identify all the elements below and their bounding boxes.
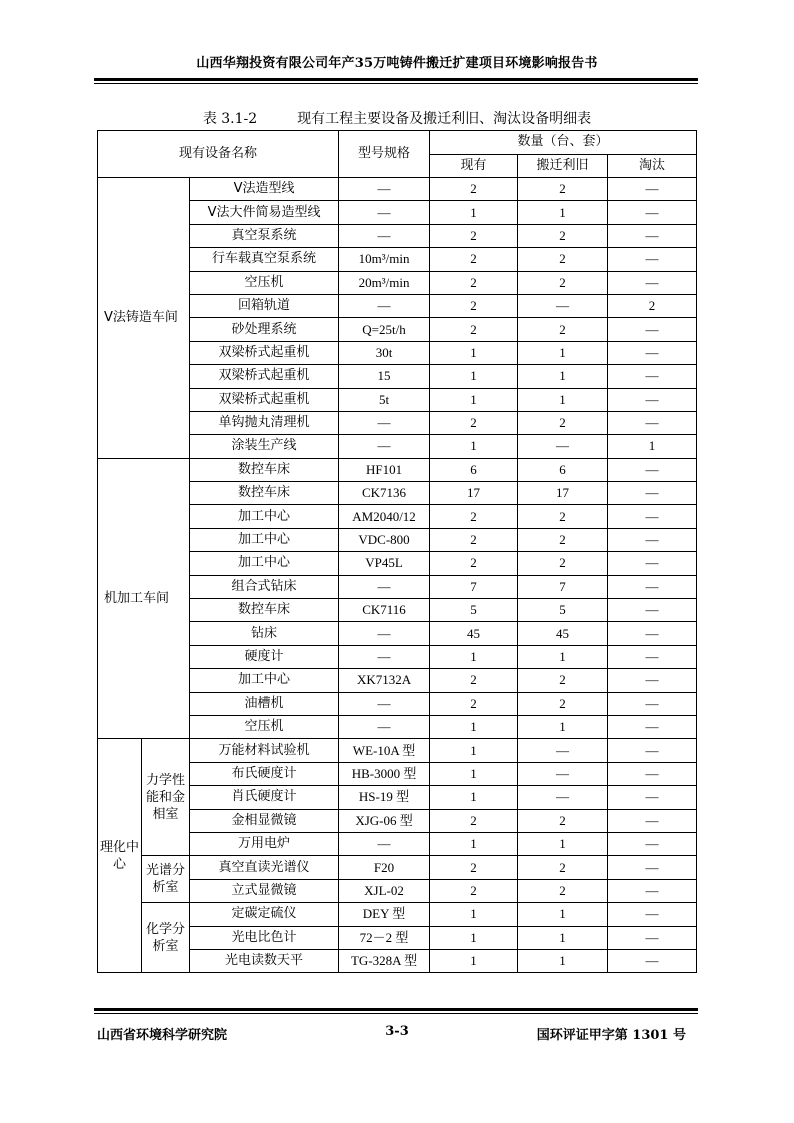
model-cell: HS-19 型 xyxy=(339,786,430,809)
equipment-name-cell: 加工中心 xyxy=(190,528,339,551)
existing-count-cell: 1 xyxy=(430,388,518,411)
equipment-name-cell: 加工中心 xyxy=(190,669,339,692)
existing-count-cell: 1 xyxy=(430,341,518,364)
equipment-name-cell: 金相显微镜 xyxy=(190,809,339,832)
footer-rule-thin xyxy=(94,1013,698,1014)
group-label: 机加工车间 xyxy=(98,458,190,739)
equipment-name-cell: 光电比色计 xyxy=(190,926,339,949)
equipment-name-cell: 万用电炉 xyxy=(190,832,339,855)
relocate-count-cell: 7 xyxy=(518,575,608,598)
model-cell: 5t xyxy=(339,388,430,411)
header-model: 型号规格 xyxy=(339,131,430,178)
eliminate-count-cell: — xyxy=(608,458,697,481)
existing-count-cell: 2 xyxy=(430,248,518,271)
header-relocate: 搬迁利旧 xyxy=(518,154,608,178)
equipment-name-cell: 空压机 xyxy=(190,715,339,738)
eliminate-count-cell: — xyxy=(608,365,697,388)
relocate-count-cell: 1 xyxy=(518,201,608,224)
equipment-name-cell: 回箱轨道 xyxy=(190,294,339,317)
subgroup-label: 力学性能和金相室 xyxy=(142,739,190,856)
existing-count-cell: 2 xyxy=(430,318,518,341)
equipment-name-cell: 涂装生产线 xyxy=(190,435,339,458)
header-row-1 xyxy=(98,131,697,155)
table-row xyxy=(98,458,697,481)
existing-count-cell: 1 xyxy=(430,739,518,762)
relocate-count-cell: 2 xyxy=(518,809,608,832)
relocate-count-cell: — xyxy=(518,739,608,762)
relocate-count-cell: 2 xyxy=(518,879,608,902)
relocate-count-cell: 2 xyxy=(518,505,608,528)
relocate-count-cell: 2 xyxy=(518,552,608,575)
footer-rule-thick xyxy=(94,1008,698,1011)
eliminate-count-cell: — xyxy=(608,178,697,201)
existing-count-cell: 2 xyxy=(430,411,518,434)
existing-count-cell: 1 xyxy=(430,201,518,224)
model-cell: — xyxy=(339,294,430,317)
model-cell: AM2040/12 xyxy=(339,505,430,528)
relocate-count-cell: 1 xyxy=(518,715,608,738)
existing-count-cell: 2 xyxy=(430,528,518,551)
eliminate-count-cell: — xyxy=(608,856,697,879)
model-cell: — xyxy=(339,201,430,224)
existing-count-cell: 2 xyxy=(430,178,518,201)
equipment-name-cell: 空压机 xyxy=(190,271,339,294)
eliminate-count-cell: — xyxy=(608,599,697,622)
existing-count-cell: 2 xyxy=(430,271,518,294)
relocate-count-cell: 1 xyxy=(518,645,608,668)
model-cell: CK7136 xyxy=(339,482,430,505)
existing-count-cell: 2 xyxy=(430,294,518,317)
equipment-name-cell: 数控车床 xyxy=(190,482,339,505)
existing-count-cell: 1 xyxy=(430,715,518,738)
eliminate-count-cell: — xyxy=(608,645,697,668)
eliminate-count-cell: — xyxy=(608,411,697,434)
relocate-count-cell: 2 xyxy=(518,271,608,294)
existing-count-cell: 2 xyxy=(430,856,518,879)
model-cell: HB-3000 型 xyxy=(339,762,430,785)
equipment-name-cell: 双梁桥式起重机 xyxy=(190,365,339,388)
eliminate-count-cell: — xyxy=(608,271,697,294)
model-cell: F20 xyxy=(339,856,430,879)
equipment-name-cell: 肖氏硬度计 xyxy=(190,786,339,809)
relocate-count-cell: 1 xyxy=(518,903,608,926)
model-cell: 30t xyxy=(339,341,430,364)
eliminate-count-cell: — xyxy=(608,575,697,598)
existing-count-cell: 1 xyxy=(430,832,518,855)
eliminate-count-cell: 2 xyxy=(608,294,697,317)
eliminate-count-cell: — xyxy=(608,832,697,855)
model-cell: WE-10A 型 xyxy=(339,739,430,762)
model-cell: Q=25t/h xyxy=(339,318,430,341)
existing-count-cell: 2 xyxy=(430,669,518,692)
relocate-count-cell: — xyxy=(518,762,608,785)
eliminate-count-cell: — xyxy=(608,201,697,224)
eliminate-count-cell: — xyxy=(608,715,697,738)
relocate-count-cell: 1 xyxy=(518,388,608,411)
equipment-name-cell: 行车载真空泵系统 xyxy=(190,248,339,271)
group-label: V法铸造车间 xyxy=(98,178,190,459)
model-cell: DEY 型 xyxy=(339,903,430,926)
subgroup-label: 光谱分析室 xyxy=(142,856,190,903)
equipment-name-cell: 真空直读光谱仪 xyxy=(190,856,339,879)
header-eliminate: 淘汰 xyxy=(608,154,697,178)
existing-count-cell: 6 xyxy=(430,458,518,481)
model-cell: XJL-02 xyxy=(339,879,430,902)
existing-count-cell: 2 xyxy=(430,552,518,575)
existing-count-cell: 2 xyxy=(430,692,518,715)
existing-count-cell: 1 xyxy=(430,645,518,668)
equipment-name-cell: 数控车床 xyxy=(190,458,339,481)
eliminate-count-cell: — xyxy=(608,669,697,692)
equipment-name-cell: 定碳定硫仪 xyxy=(190,903,339,926)
relocate-count-cell: 2 xyxy=(518,669,608,692)
equipment-name-cell: 万能材料试验机 xyxy=(190,739,339,762)
table-number: 表 3.1-2 xyxy=(202,111,258,127)
footer-page-number: 3-3 xyxy=(385,1024,409,1039)
model-cell: 15 xyxy=(339,365,430,388)
model-cell: CK7116 xyxy=(339,599,430,622)
equipment-name-cell: 真空泵系统 xyxy=(190,224,339,247)
equipment-name-cell: 加工中心 xyxy=(190,552,339,575)
equipment-name-cell: 硬度计 xyxy=(190,645,339,668)
model-cell: — xyxy=(339,575,430,598)
relocate-count-cell: 2 xyxy=(518,178,608,201)
eliminate-count-cell: — xyxy=(608,762,697,785)
eliminate-count-cell: — xyxy=(608,318,697,341)
model-cell: — xyxy=(339,692,430,715)
relocate-count-cell: 1 xyxy=(518,341,608,364)
existing-count-cell: 5 xyxy=(430,599,518,622)
relocate-count-cell: 2 xyxy=(518,692,608,715)
equipment-name-cell: V法大件简易造型线 xyxy=(190,201,339,224)
eliminate-count-cell: — xyxy=(608,879,697,902)
equipment-name-cell: 砂处理系统 xyxy=(190,318,339,341)
model-cell: — xyxy=(339,178,430,201)
footer-certificate: 国环评证甲字第 1301 号 xyxy=(536,1028,686,1043)
subgroup-label: 化学分析室 xyxy=(142,903,190,973)
relocate-count-cell: — xyxy=(518,435,608,458)
eliminate-count-cell: — xyxy=(608,692,697,715)
relocate-count-cell: 17 xyxy=(518,482,608,505)
header-rule-thin xyxy=(94,83,698,84)
existing-count-cell: 1 xyxy=(430,903,518,926)
relocate-count-cell: 2 xyxy=(518,248,608,271)
relocate-count-cell: 1 xyxy=(518,832,608,855)
relocate-count-cell: — xyxy=(518,294,608,317)
eliminate-count-cell: — xyxy=(608,224,697,247)
equipment-name-cell: 双梁桥式起重机 xyxy=(190,341,339,364)
eliminate-count-cell: — xyxy=(608,739,697,762)
footer-organization: 山西省环境科学研究院 xyxy=(97,1028,228,1043)
existing-count-cell: 2 xyxy=(430,224,518,247)
relocate-count-cell: 1 xyxy=(518,949,608,972)
model-cell: — xyxy=(339,645,430,668)
equipment-name-cell: 双梁桥式起重机 xyxy=(190,388,339,411)
eliminate-count-cell: — xyxy=(608,388,697,411)
table-row xyxy=(98,856,697,879)
model-cell: XK7132A xyxy=(339,669,430,692)
eliminate-count-cell: — xyxy=(608,482,697,505)
model-cell: TG-328A 型 xyxy=(339,949,430,972)
table-body xyxy=(98,178,697,973)
equipment-name-cell: 光电读数天平 xyxy=(190,949,339,972)
table-row xyxy=(98,178,697,201)
existing-count-cell: 2 xyxy=(430,505,518,528)
header-existing: 现有 xyxy=(430,154,518,178)
table-caption xyxy=(0,108,794,128)
relocate-count-cell: 2 xyxy=(518,318,608,341)
model-cell: VP45L xyxy=(339,552,430,575)
relocate-count-cell: 5 xyxy=(518,599,608,622)
existing-count-cell: 1 xyxy=(430,365,518,388)
model-cell: — xyxy=(339,715,430,738)
header-quantity: 数量（台、套） xyxy=(430,131,697,155)
equipment-name-cell: 单钩抛丸清理机 xyxy=(190,411,339,434)
model-cell: VDC-800 xyxy=(339,528,430,551)
table-row xyxy=(98,903,697,926)
relocate-count-cell: 2 xyxy=(518,224,608,247)
eliminate-count-cell: — xyxy=(608,505,697,528)
eliminate-count-cell: — xyxy=(608,786,697,809)
relocate-count-cell: 1 xyxy=(518,926,608,949)
eliminate-count-cell: — xyxy=(608,926,697,949)
relocate-count-cell: 2 xyxy=(518,528,608,551)
table-row xyxy=(98,739,697,762)
eliminate-count-cell: — xyxy=(608,341,697,364)
model-cell: — xyxy=(339,435,430,458)
existing-count-cell: 1 xyxy=(430,786,518,809)
equipment-table xyxy=(97,130,697,973)
model-cell: — xyxy=(339,411,430,434)
model-cell: HF101 xyxy=(339,458,430,481)
eliminate-count-cell: — xyxy=(608,528,697,551)
equipment-name-cell: 钻床 xyxy=(190,622,339,645)
model-cell: — xyxy=(339,224,430,247)
eliminate-count-cell: — xyxy=(608,552,697,575)
model-cell: XJG-06 型 xyxy=(339,809,430,832)
equipment-name-cell: 组合式钻床 xyxy=(190,575,339,598)
equipment-name-cell: 立式显微镜 xyxy=(190,879,339,902)
page-header: 山西华翔投资有限公司年产35万吨铸件搬迁扩建项目环境影响报告书 xyxy=(196,56,598,71)
relocate-count-cell: 1 xyxy=(518,365,608,388)
existing-count-cell: 1 xyxy=(430,926,518,949)
equipment-name-cell: 数控车床 xyxy=(190,599,339,622)
relocate-count-cell: 45 xyxy=(518,622,608,645)
model-cell: 20m³/min xyxy=(339,271,430,294)
relocate-count-cell: 6 xyxy=(518,458,608,481)
model-cell: — xyxy=(339,832,430,855)
existing-count-cell: 1 xyxy=(430,762,518,785)
eliminate-count-cell: — xyxy=(608,949,697,972)
existing-count-cell: 17 xyxy=(430,482,518,505)
existing-count-cell: 45 xyxy=(430,622,518,645)
existing-count-cell: 1 xyxy=(430,949,518,972)
eliminate-count-cell: — xyxy=(608,248,697,271)
model-cell: 10m³/min xyxy=(339,248,430,271)
equipment-name-cell: 布氏硬度计 xyxy=(190,762,339,785)
eliminate-count-cell: — xyxy=(608,809,697,832)
eliminate-count-cell: — xyxy=(608,903,697,926)
relocate-count-cell: 2 xyxy=(518,856,608,879)
existing-count-cell: 2 xyxy=(430,879,518,902)
header-rule-thick xyxy=(94,78,698,81)
equipment-name-cell: 加工中心 xyxy=(190,505,339,528)
relocate-count-cell: — xyxy=(518,786,608,809)
eliminate-count-cell: — xyxy=(608,622,697,645)
existing-count-cell: 2 xyxy=(430,809,518,832)
model-cell: 72－2 型 xyxy=(339,926,430,949)
existing-count-cell: 1 xyxy=(430,435,518,458)
equipment-name-cell: 油槽机 xyxy=(190,692,339,715)
relocate-count-cell: 2 xyxy=(518,411,608,434)
existing-count-cell: 7 xyxy=(430,575,518,598)
header-equipment-name: 现有设备名称 xyxy=(98,131,339,178)
eliminate-count-cell: 1 xyxy=(608,435,697,458)
model-cell: — xyxy=(339,622,430,645)
group-label: 理化中心 xyxy=(98,739,142,973)
table-title: 现有工程主要设备及搬迁利旧、淘汰设备明细表 xyxy=(297,111,592,127)
equipment-name-cell: V法造型线 xyxy=(190,178,339,201)
